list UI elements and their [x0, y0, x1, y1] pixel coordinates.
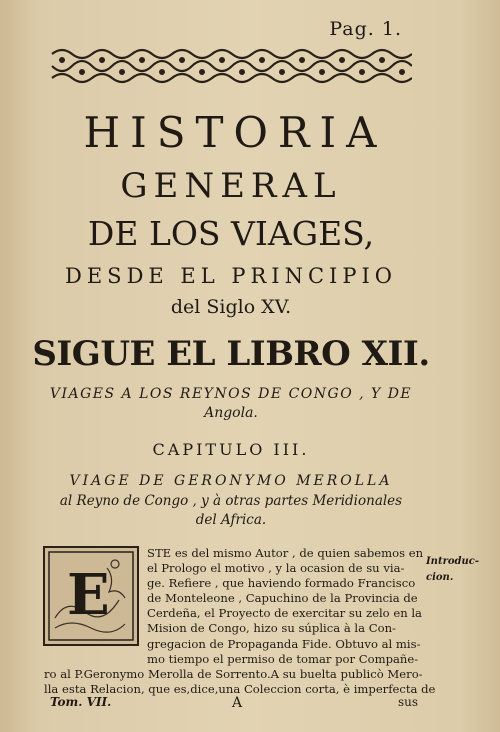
page-number: Pag. 1.	[329, 18, 402, 40]
body-line: lla esta Relacion, que es,dice,una Coleccion corta, è imperfecta de	[44, 681, 436, 696]
subtitle-line-1: VIAGES A LOS REYNOS DE CONGO , Y DE	[49, 386, 413, 402]
body-line: mo tiempo el permiso de tomar por Compañe-	[147, 651, 419, 666]
drop-cap-letter: E	[67, 562, 110, 628]
body-line: gregacion de Propaganda Fide. Obtuvo al mis-	[147, 636, 421, 651]
title-line-3: DE LOS VIAGES,	[87, 214, 375, 253]
chapter-heading: CAPITULO III.	[152, 440, 310, 459]
body-line: ge. Refiere , que haviendo formado Francisco	[147, 576, 416, 591]
footer-signature: A	[232, 695, 243, 711]
margin-note-line-2: cion.	[426, 572, 454, 583]
footer-volume: Tom. VII.	[50, 695, 112, 709]
body-line: Cerdeña, el Proyecto de exercitar su zelo en la	[147, 606, 422, 621]
title-line-4: DESDE EL PRINCIPIO	[65, 264, 397, 288]
chapter-title-line-2: al Reyno de Congo , y à otras partes Meridionales	[59, 493, 403, 509]
body-line: el Prologo el motivo , y la ocasion de su via-	[147, 561, 405, 576]
body-line: Mision de Congo, hizo su súplica à la Con-	[147, 621, 396, 636]
title-line-2: GENERAL	[120, 166, 342, 206]
body-line: STE es del mismo Autor , de quien sabemos en	[147, 546, 424, 560]
body-paragraph	[44, 546, 436, 697]
margin-note-line-1: Introduc-	[426, 556, 480, 567]
book-heading: SIGUE EL LIBRO XII.	[32, 334, 430, 374]
body-line: de Monteleone , Capuchino de la Provincia de	[147, 591, 418, 606]
subtitle-line-2: Angola.	[204, 405, 258, 421]
chapter-title-line-1: VIAGE DE GERONYMO MEROLLA	[69, 473, 393, 489]
chapter-title-line-3: del Africa.	[195, 512, 267, 528]
footer-catchword: sus	[398, 695, 419, 709]
title-line-5: del Siglo XV.	[170, 296, 292, 318]
title-line-1: HISTORIA	[83, 108, 387, 157]
body-line: ro al P.Geronymo Merolla de Sorrento.A su buelta publicò Mero-	[44, 666, 423, 681]
ornament-band	[46, 44, 412, 88]
